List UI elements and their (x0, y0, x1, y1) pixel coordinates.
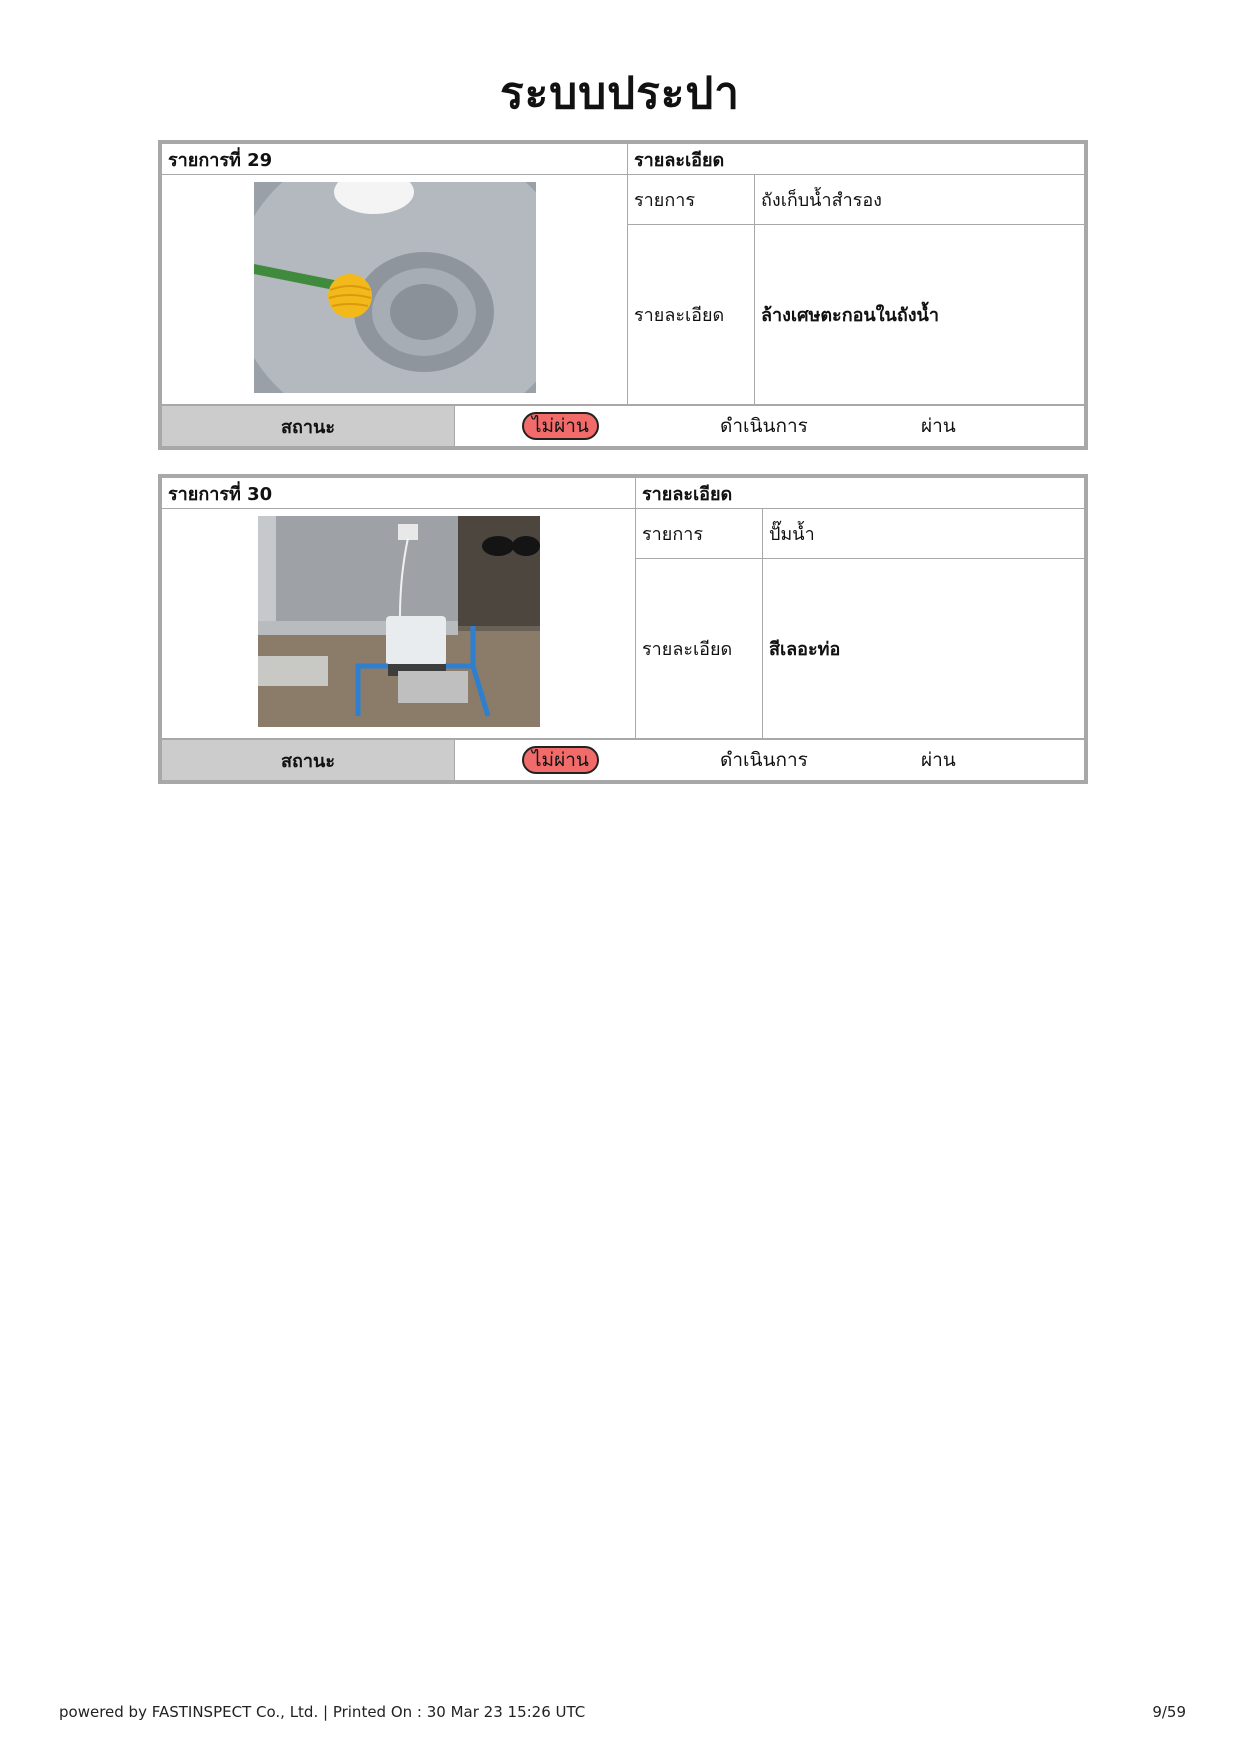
status-option-in-progress[interactable]: ดำเนินการ (720, 749, 808, 771)
page-title: ระบบประปา (500, 68, 740, 119)
detail-header: รายละเอียด (628, 144, 1085, 175)
status-label: สถานะ (162, 740, 455, 781)
item-value: ปั๊มน้ำ (763, 509, 1085, 559)
status-options (455, 740, 1085, 781)
status-option-in-progress[interactable]: ดำเนินการ (720, 415, 808, 437)
detail-value: สีเลอะท่อ (763, 559, 1085, 739)
detail-value: ล้างเศษตะกอนในถังน้ำ (755, 225, 1085, 405)
detail-label: รายละเอียด (636, 559, 763, 739)
photo-cell (162, 175, 628, 405)
item-number: รายการที่ 29 (162, 144, 628, 175)
status-options (455, 406, 1085, 447)
status-option-pass[interactable]: ผ่าน (921, 415, 956, 437)
inspection-photo[interactable] (258, 516, 540, 727)
detail-header: รายละเอียด (636, 478, 1085, 509)
inspection-item-30 (158, 474, 1088, 784)
photo-cell (162, 509, 636, 739)
status-option-fail[interactable]: ไม่ผ่าน (522, 746, 599, 774)
item-number: รายการที่ 30 (162, 478, 636, 509)
status-option-fail[interactable]: ไม่ผ่าน (522, 412, 599, 440)
inspection-item-29 (158, 140, 1088, 450)
inspection-photo[interactable] (254, 182, 536, 393)
item-label: รายการ (628, 175, 755, 225)
item-value: ถังเก็บน้ำสำรอง (755, 175, 1085, 225)
status-option-pass[interactable]: ผ่าน (921, 749, 956, 771)
footer-page-number: 9/59 (1152, 1703, 1186, 1721)
footer-printed-info: powered by FASTINSPECT Co., Ltd. | Printed On : 30 Mar 23 15:26 UTC (59, 1703, 586, 1721)
status-label: สถานะ (162, 406, 455, 447)
item-label: รายการ (636, 509, 763, 559)
detail-label: รายละเอียด (628, 225, 755, 405)
